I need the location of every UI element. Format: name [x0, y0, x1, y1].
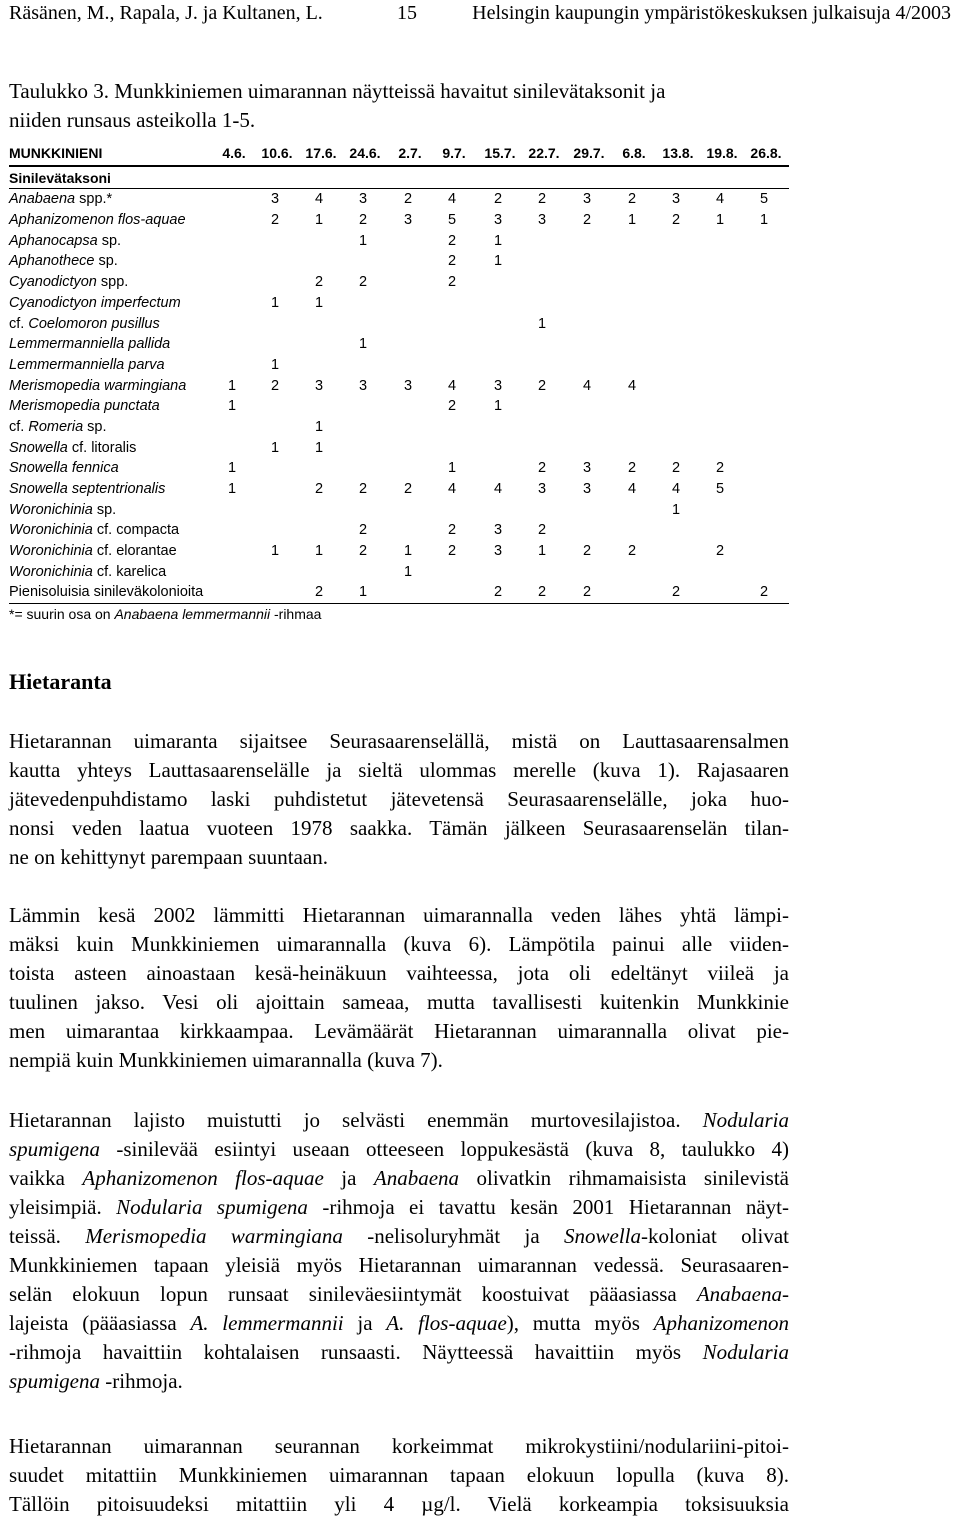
- date-column-header: 29.7.: [573, 145, 605, 161]
- paragraph-line: Hietarannan uimaranta sijaitsee Seurasaarenselällä, mistä on Lauttasaarensalmen: [9, 729, 789, 753]
- paragraph-line: tuulinen jakso. Vesi oli ajoittain sameaa, mutta tavallisesti kuitenkin Munkkinie: [9, 990, 789, 1014]
- date-column-header: 24.6.: [349, 145, 381, 161]
- abundance-value: 3: [537, 481, 547, 497]
- text-run: yleisimpiä.: [9, 1195, 117, 1219]
- abundance-value: 2: [358, 274, 368, 291]
- taxon-name-part: sp.: [83, 418, 107, 435]
- abundance-value: 1: [403, 543, 413, 560]
- abundance-value: 1: [671, 501, 681, 518]
- paragraph-4: [9, 1432, 789, 1519]
- abundance-value: 3: [493, 543, 503, 560]
- taxon-name: Anabaena: [696, 1282, 782, 1306]
- abundance-value: 2: [358, 481, 368, 497]
- abundance-value: 2: [627, 191, 637, 208]
- table-row: [9, 210, 789, 231]
- paragraph-line: men uimarantaa kirkkaampaa. Levämäärät Hietarannan uimarannalla olivat pie-: [9, 1019, 789, 1043]
- abundance-value: 2: [715, 543, 725, 560]
- abundance-value: 4: [582, 377, 592, 394]
- table-header-row: [9, 143, 789, 164]
- taxon-name: [9, 189, 112, 210]
- paragraph-line: suudet mitattiin Munkkiniemen uimarannan tapaan elokuun lopulla (kuva 8).: [9, 1463, 789, 1487]
- abundance-value: 1: [447, 460, 457, 477]
- abundance-value: 1: [627, 212, 637, 229]
- abundance-value: 3: [358, 377, 368, 394]
- text-run: -rihmoja.: [100, 1369, 183, 1393]
- taxon-name: A. flos-aquae: [386, 1311, 507, 1335]
- abundance-value: 1: [715, 212, 725, 229]
- paragraph-line: [9, 1338, 789, 1367]
- taxon-name-part: Snowella septentrionalis: [9, 481, 166, 497]
- paragraph-line: toista asteen ainoastaan kesä-heinäkuun vaihteessa, jota oli edeltänyt viileä ja: [9, 961, 789, 985]
- taxon-name: [9, 417, 107, 438]
- abundance-value: 4: [314, 191, 324, 208]
- taxon-name-part: Anabaena: [9, 191, 76, 208]
- table-row: [9, 562, 789, 583]
- abundance-value: 1: [270, 294, 280, 311]
- taxon-name: [9, 520, 179, 541]
- taxon-name-part: sp.: [92, 501, 117, 518]
- paragraph-line: [9, 1193, 789, 1222]
- taxon-name: A. lemmermannii: [190, 1311, 344, 1335]
- abundance-value: 2: [270, 212, 280, 229]
- date-column-header: 6.8.: [622, 145, 646, 161]
- table-row: [9, 189, 789, 210]
- abundance-value: 2: [447, 398, 457, 415]
- abundance-value: 1: [537, 315, 547, 332]
- taxon-name: spumigena: [9, 1137, 100, 1161]
- table-row: [9, 314, 789, 335]
- paragraph-1: [9, 727, 789, 872]
- taxon-name: Nodularia spumigena: [116, 1195, 308, 1219]
- paragraph-line: ne on kehittynyt parempaan suuntaan.: [9, 845, 328, 869]
- text-run: ja: [323, 1166, 374, 1190]
- abundance-value: 2: [314, 481, 324, 497]
- group-label: Sinilevätaksoni: [9, 169, 111, 186]
- taxon-name-part: Snowella: [9, 439, 68, 456]
- taxon-name-part: cf.: [9, 315, 29, 332]
- abundance-value: 2: [447, 522, 457, 539]
- abundance-value: 1: [314, 418, 324, 435]
- paragraph-line: Hietarannan uimarannan seurannan korkeimmat mikrokystiini/nodulariini-pitoi-: [9, 1434, 789, 1458]
- abundance-value: 4: [493, 481, 503, 497]
- paragraph-line: Tällöin pitoisuudeksi mitattiin yli 4 µg/l. Vielä korkeampia toksisuuksia: [9, 1492, 789, 1516]
- date-column-header: 19.8.: [706, 145, 738, 161]
- taxon-name: [9, 582, 203, 603]
- abundance-value: 1: [537, 543, 547, 560]
- taxon-name-part: sp.: [97, 232, 122, 249]
- abundance-value: 1: [314, 543, 324, 560]
- taxon-name-part: Woronichinia: [9, 563, 93, 580]
- taxon-name-part: Aphanizomenon flos-aquae: [9, 212, 186, 229]
- taxon-name: Snowella: [564, 1224, 642, 1248]
- taxon-name: [9, 334, 170, 355]
- abundance-value: 3: [358, 191, 368, 208]
- text-run: -: [782, 1282, 789, 1306]
- abundance-value: 2: [671, 584, 681, 601]
- caption-line: niiden runsaus asteikolla 1-5.: [9, 108, 256, 132]
- text-run: lajeista (pääasiassa: [9, 1311, 191, 1335]
- paragraph-line: mäksi kuin Munkkiniemen uimarannalla (kuva 6). Lämpötila painui alle viiden-: [9, 932, 789, 956]
- paragraph-line: [9, 1280, 789, 1309]
- abundance-value: 2: [358, 522, 368, 539]
- taxon-name: Aphanizomenon: [653, 1311, 789, 1335]
- table-row: [9, 479, 789, 500]
- taxa-table: [9, 143, 789, 625]
- abundance-value: 2: [447, 253, 457, 270]
- taxon-name: [9, 500, 116, 521]
- abundance-value: 4: [447, 481, 457, 497]
- taxon-name-part: cf. elorantae: [92, 543, 177, 560]
- date-column-header: 9.7.: [442, 145, 466, 161]
- taxon-name-part: Woronichinia: [9, 501, 93, 518]
- abundance-value: 2: [314, 274, 324, 291]
- abundance-value: 2: [358, 212, 368, 229]
- text-run: ja: [343, 1311, 387, 1335]
- date-column-header: 2.7.: [398, 145, 422, 161]
- abundance-value: 1: [493, 398, 503, 415]
- taxon-name: [9, 562, 166, 583]
- date-column-header: 26.8.: [750, 145, 782, 161]
- paragraph-3: [9, 1106, 789, 1396]
- table-row: [9, 272, 789, 293]
- paragraph-line: [9, 1367, 789, 1396]
- table-row: [9, 396, 789, 417]
- table-body: [9, 189, 789, 603]
- text-run: -nelisoluryhmät ja: [342, 1224, 565, 1248]
- date-column-header: 13.8.: [662, 145, 694, 161]
- abundance-value: 2: [403, 481, 413, 497]
- taxon-name-part: Pienisoluisia sinileväkolonioita: [9, 584, 204, 601]
- taxon-name-part: Romeria: [28, 418, 84, 435]
- table-row: [9, 251, 789, 272]
- paragraph-line: [9, 1164, 789, 1193]
- table-row: [9, 582, 789, 603]
- abundance-value: 2: [314, 584, 324, 601]
- abundance-value: 3: [314, 377, 324, 394]
- abundance-value: 1: [759, 212, 769, 229]
- text-run: olivatkin rihmamaisista sinilevistä: [459, 1166, 789, 1190]
- abundance-value: 1: [314, 294, 324, 311]
- table-row: [9, 458, 789, 479]
- abundance-value: 2: [537, 377, 547, 394]
- text-run: selän elokuun lopun runsaat sinileväesiintymät koostuivat pääasiassa: [9, 1282, 697, 1306]
- text-run: teissä.: [9, 1224, 86, 1248]
- taxon-name: [9, 231, 121, 252]
- taxon-name: spumigena: [9, 1369, 100, 1393]
- taxon-name-part: Woronichinia: [9, 543, 93, 560]
- text-run: -rihmoja havaittiin kohtalaisen runsaasti. Näytteessä havaittiin myös: [9, 1340, 703, 1364]
- taxon-name-part: Lemmermanniella pallida: [9, 336, 171, 353]
- abundance-value: 3: [582, 191, 592, 208]
- text-run: Hietarannan lajisto muistutti jo selvästi enemmän murtovesilajistoa.: [9, 1108, 703, 1132]
- group-label-row: [9, 168, 789, 189]
- taxon-name: [9, 272, 128, 293]
- abundance-value: 2: [358, 543, 368, 560]
- abundance-value: 3: [537, 212, 547, 229]
- taxon-name: [9, 458, 119, 479]
- taxon-name: [9, 355, 165, 376]
- abundance-value: 5: [715, 481, 725, 497]
- abundance-value: 3: [403, 377, 413, 394]
- taxon-name-part: Cyanodictyon imperfectum: [9, 294, 181, 311]
- table-row: [9, 376, 789, 397]
- abundance-value: 3: [493, 377, 503, 394]
- table-caption: [9, 77, 809, 135]
- table-row: [9, 541, 789, 562]
- taxon-name: [9, 438, 136, 459]
- abundance-value: 2: [715, 460, 725, 477]
- abundance-value: 2: [759, 584, 769, 601]
- paragraph-line: Munkkiniemen tapaan yleisiä myös Hietarannan uimarannan vedessä. Seurasaaren-: [9, 1253, 789, 1277]
- running-header: [9, 0, 951, 30]
- date-column-header: 22.7.: [528, 145, 560, 161]
- table-rule: [9, 165, 789, 167]
- taxon-name: [9, 210, 186, 231]
- abundance-value: 4: [447, 191, 457, 208]
- abundance-value: 2: [447, 232, 457, 249]
- text-run: ), mutta myös: [506, 1311, 654, 1335]
- taxon-name: [9, 293, 181, 314]
- paragraph-line: kautta yhteys Lauttasaarenselälle ja sieltä ulommas merelle (kuva 1). Rajasaaren: [9, 758, 789, 782]
- abundance-value: 5: [759, 191, 769, 208]
- taxon-name-part: Aphanocapsa: [9, 232, 98, 249]
- table-row: [9, 293, 789, 314]
- abundance-value: 2: [270, 377, 280, 394]
- taxon-name: [9, 541, 177, 562]
- taxon-name-part: cf. karelica: [92, 563, 167, 580]
- abundance-value: 2: [627, 543, 637, 560]
- taxon-name-part: spp.: [96, 274, 129, 291]
- abundance-value: 2: [493, 191, 503, 208]
- taxon-name: [9, 376, 186, 397]
- table-row: [9, 417, 789, 438]
- abundance-value: 1: [493, 253, 503, 270]
- table-footnote: [9, 604, 789, 625]
- taxon-name-part: spp.*: [75, 191, 113, 208]
- paragraph-line: nempiä kuin Munkkiniemen uimarannalla (kuva 7).: [9, 1048, 443, 1072]
- date-column-header: 10.6.: [261, 145, 293, 161]
- paragraph-line: [9, 1309, 789, 1338]
- taxon-name: Anabaena: [373, 1166, 460, 1190]
- taxon-name-part: Merismopedia punctata: [9, 398, 160, 415]
- paragraph-line: [9, 1222, 789, 1251]
- text-run: -sinilevää esiintyi useaan otteeseen loppukesästä (kuva 8, taulukko 4): [100, 1137, 789, 1161]
- taxon-name-part: Snowella fennica: [9, 460, 119, 477]
- text-run: -koloniat olivat: [641, 1224, 789, 1248]
- abundance-value: 2: [447, 543, 457, 560]
- abundance-value: 1: [358, 232, 368, 249]
- abundance-value: 1: [270, 543, 280, 560]
- taxon-name-part: cf. compacta: [92, 522, 180, 539]
- abundance-value: 2: [537, 191, 547, 208]
- abundance-value: 2: [403, 191, 413, 208]
- abundance-value: 3: [582, 460, 592, 477]
- taxon-name-part: Coelomoron pusillus: [28, 315, 160, 332]
- abundance-value: 2: [447, 274, 457, 291]
- abundance-value: 4: [715, 191, 725, 208]
- abundance-value: 2: [537, 460, 547, 477]
- abundance-value: 2: [627, 460, 637, 477]
- abundance-value: 2: [671, 212, 681, 229]
- abundance-value: 2: [582, 212, 592, 229]
- taxon-name: [9, 479, 165, 500]
- paragraph-line: nonsi veden laatua vuoteen 1978 saakka. Tämän jälkeen Seurasaarenselän tilan-: [9, 816, 789, 840]
- date-column-header: 15.7.: [484, 145, 516, 161]
- header-authors: Räsänen, M., Rapala, J. ja Kultanen, L.: [9, 2, 323, 24]
- taxon-name-part: cf.: [9, 418, 29, 435]
- text-run: vaikka: [9, 1166, 83, 1190]
- table-row: [9, 334, 789, 355]
- abundance-value: 1: [493, 232, 503, 249]
- taxon-name-part: Cyanodictyon: [9, 274, 97, 291]
- abundance-value: 2: [537, 522, 547, 539]
- table-row: [9, 231, 789, 252]
- caption-line: Taulukko 3. Munkkiniemen uimarannan näytteissä havaitut sinilevätaksonit ja: [9, 79, 666, 103]
- abundance-value: 4: [447, 377, 457, 394]
- paragraph-line: jätevedenpuhdistamo laski puhdistetut jätevetensä Seurasaarenselälle, joka huo-: [9, 787, 789, 811]
- abundance-value: 2: [671, 460, 681, 477]
- abundance-value: 2: [493, 584, 503, 601]
- taxon-name-part: Merismopedia warmingiana: [9, 377, 187, 394]
- taxon-name-part: Aphanothece: [9, 253, 95, 270]
- abundance-value: 1: [227, 377, 237, 394]
- paragraph-2: [9, 901, 789, 1075]
- taxon-name: Merismopedia warmingiana: [85, 1224, 343, 1248]
- abundance-value: 4: [671, 481, 681, 497]
- date-column-header: 17.6.: [305, 145, 337, 161]
- abundance-value: 3: [493, 522, 503, 539]
- taxon-name-part: sp.: [94, 253, 118, 270]
- taxon-name: [9, 396, 160, 417]
- abundance-value: 2: [537, 584, 547, 601]
- header-publication: Helsingin kaupungin ympäristökeskuksen julkaisuja 4/2003: [472, 2, 951, 24]
- table-row: [9, 438, 789, 459]
- footnote-text: *= suurin osa on: [9, 606, 115, 623]
- abundance-value: 1: [227, 398, 237, 415]
- abundance-value: 1: [314, 212, 324, 229]
- taxon-name-part: Lemmermanniella parva: [9, 356, 165, 373]
- taxon-name: Nodularia: [702, 1108, 789, 1132]
- paragraph-line: Lämmin kesä 2002 lämmitti Hietarannan uimarannalla veden lähes yhtä lämpi-: [9, 903, 789, 927]
- footnote-text: -rihmaa: [270, 606, 322, 623]
- abundance-value: 3: [403, 212, 413, 229]
- abundance-value: 1: [358, 336, 368, 353]
- section-title: Hietaranta: [9, 669, 112, 694]
- taxon-name-part: Woronichinia: [9, 522, 93, 539]
- taxon-name: Aphanizomenon flos-aquae: [82, 1166, 324, 1190]
- date-column-header: 4.6.: [222, 145, 246, 161]
- abundance-value: 1: [270, 356, 280, 373]
- table-row: [9, 520, 789, 541]
- abundance-value: 1: [403, 563, 413, 580]
- abundance-value: 3: [270, 191, 280, 208]
- abundance-value: 2: [582, 543, 592, 560]
- page-number: 15: [397, 2, 417, 24]
- paragraph-line: [9, 1106, 789, 1135]
- paragraph-line: [9, 1135, 789, 1164]
- abundance-value: 1: [227, 460, 237, 477]
- abundance-value: 3: [493, 212, 503, 229]
- abundance-value: 3: [582, 481, 592, 497]
- abundance-value: 4: [627, 481, 637, 497]
- abundance-value: 5: [447, 212, 457, 229]
- taxon-name: [9, 251, 118, 272]
- abundance-value: 1: [270, 439, 280, 456]
- site-name: MUNKKINIENI: [9, 145, 103, 161]
- abundance-value: 1: [227, 481, 237, 497]
- footnote-taxon: Anabaena lemmermannii: [114, 606, 271, 623]
- taxon-name: Nodularia: [702, 1340, 789, 1364]
- taxon-name-part: cf. litoralis: [67, 439, 137, 456]
- abundance-value: 2: [582, 584, 592, 601]
- abundance-value: 1: [314, 439, 324, 456]
- table-row: [9, 500, 789, 521]
- abundance-value: 4: [627, 377, 637, 394]
- abundance-value: 1: [358, 584, 368, 601]
- taxon-name: [9, 314, 160, 335]
- table-row: [9, 355, 789, 376]
- text-run: -rihmoja ei tavattu kesän 2001 Hietarannan näyt-: [307, 1195, 789, 1219]
- abundance-value: 3: [671, 191, 681, 208]
